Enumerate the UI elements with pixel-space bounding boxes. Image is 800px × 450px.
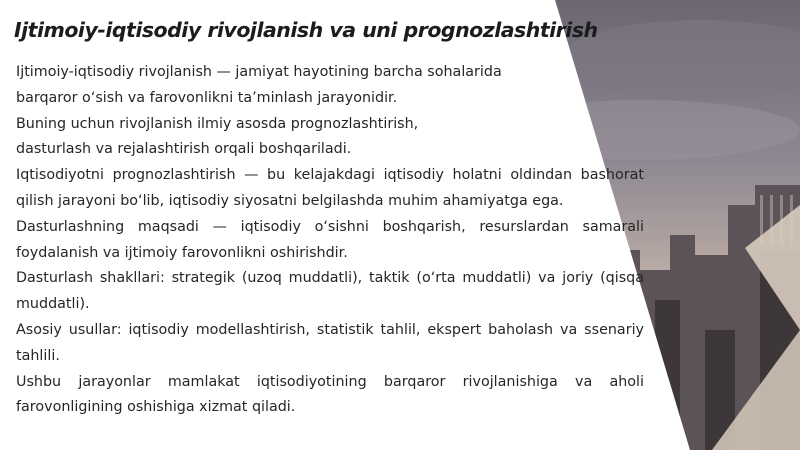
paragraph-5: Dasturlash shakllari: strategik (uzoq muddatli), taktik (o‘rta muddatli) va joriy (qisqa muddatli). [16, 270, 644, 313]
paragraph-3: Iqtisodiyotni prognozlashtirish — bu kelajakdagi iqtisodiy holatni oldindan bashorat qilish jarayoni bo‘lib, iqtisodiy siyosatni belgilashda muhim ahamiyatga ega. [16, 167, 644, 209]
paragraph-6: Asosiy usullar: iqtisodiy modellashtirish, statistik tahlil, ekspert baholash va ssenariy tahlili. [16, 321, 644, 364]
slide-title: Ijtimoiy-iqtisodiy rivojlanish va uni prognozlashtirish [14, 18, 598, 42]
paragraph-line: Buning uchun rivojlanish ilmiy asosda prognozlashtirish, [16, 115, 419, 132]
paragraph-line: dasturlash va rejalashtirish orqali boshqariladi. [16, 141, 352, 158]
paragraph-2 [16, 112, 644, 164]
paragraph-line: Ijtimoiy-iqtisodiy rivojlanish — jamiyat hayotining barcha sohalarida [16, 64, 502, 80]
paragraph-7: Ushbu jarayonlar mamlakat iqtisodiyotining barqaror rivojlanishiga va aholi farovonligining oshishiga xizmat qiladi. [16, 373, 644, 416]
paragraph-line: barqaror o‘sish va farovonlikni ta’minlash jarayonidir. [16, 89, 398, 106]
paragraph-1 [16, 60, 644, 112]
paragraph-4: Dasturlashning maqsadi — iqtisodiy o‘sishni boshqarish, resurslardan samarali foydalanish va ijtimoiy farovonlikni oshirishdir. [16, 218, 644, 261]
slide-body [16, 60, 644, 421]
